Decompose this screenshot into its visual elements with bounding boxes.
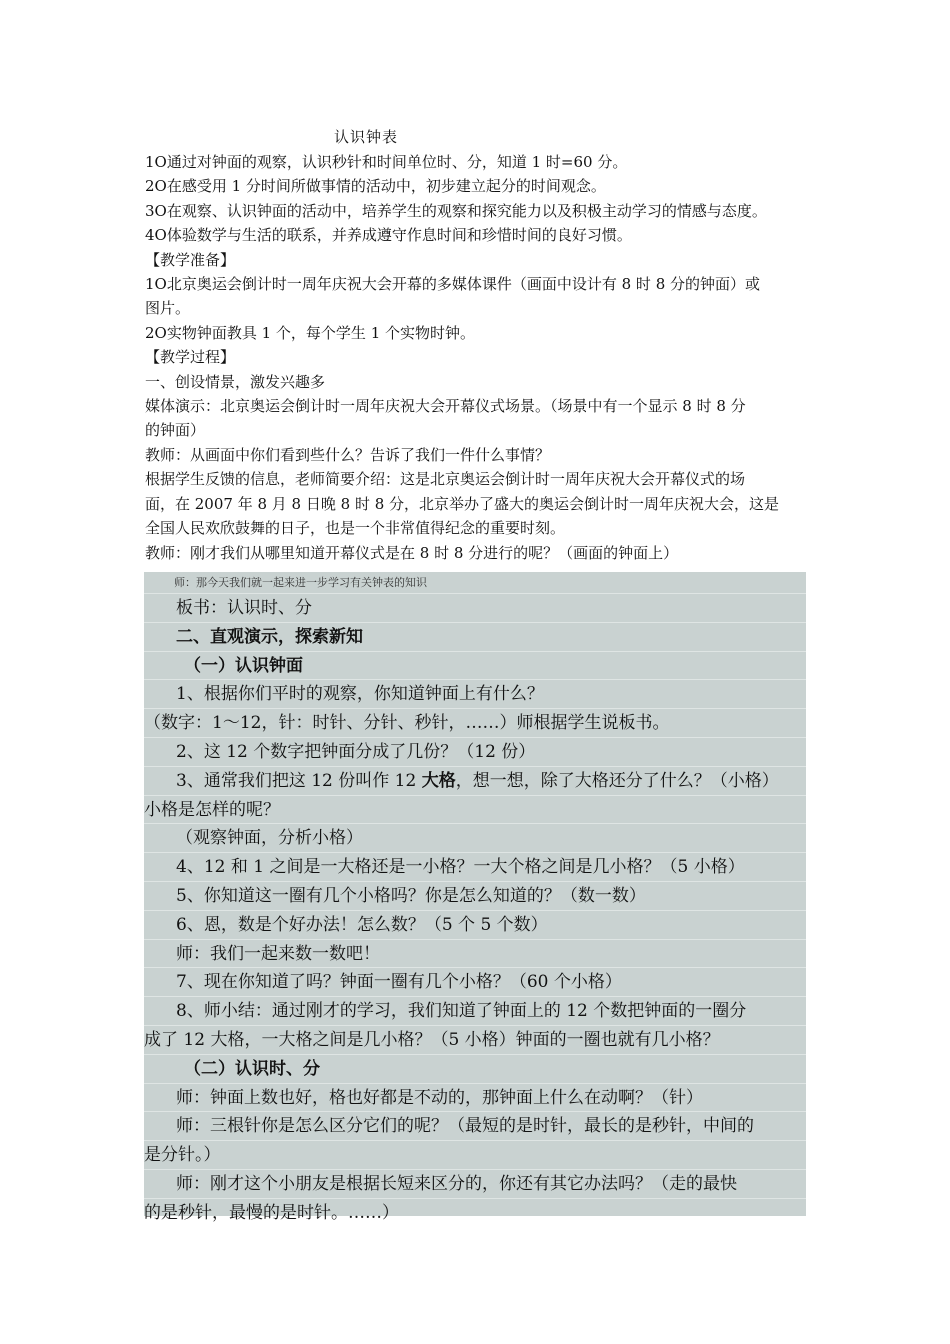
objective-3: 3O在观察、认识钟面的活动中，培养学生的观察和探究能力以及积极主动学习的情感与态度。: [145, 201, 767, 220]
teacher-line-3-cont: 是分针。）: [144, 1141, 806, 1170]
process-line-8: 教师：刚才我们从哪里知道开幕仪式是在 8 时 8 分进行的呢？（画面的钟面上）: [145, 543, 679, 562]
question-3-bold: 大格: [421, 770, 456, 791]
question-2: 2、这 12 个数字把钟面分成了几份？（12 份）: [144, 738, 806, 767]
question-3-note: （观察钟面，分析小格）: [144, 824, 806, 853]
prep-item-2: 2O实物钟面教具 1 个，每个学生 1 个实物时钟。: [145, 323, 476, 342]
process-line-3: 的钟面）: [145, 421, 206, 440]
board-text: 板书：认识时、分: [144, 594, 806, 623]
question-1-answer: （数字：1～12，针：时针、分针、秒针，……）师根据学生说板书。: [144, 709, 806, 738]
question-6: 6、恩，数是个好办法！怎么数？（5 个 5 个数）: [144, 911, 806, 940]
prep-item-1-cont: 图片。: [145, 299, 191, 318]
question-3: [144, 767, 806, 796]
question-4: 4、12 和 1 之间是一大格还是一小格？一大个格之间是几小格？（5 小格）: [144, 853, 806, 882]
question-3-part-b: ，想一想，除了大格还分了什么？（小格）: [455, 770, 779, 791]
teacher-line-3: 师：三根针你是怎么区分它们的呢？（最短的是时针，最长的是秒针，中间的: [144, 1112, 806, 1141]
objective-4: 4O体验数学与生活的联系，并养成遵守作息时间和珍惜时间的良好习惯。: [145, 226, 632, 245]
question-1: 1、根据你们平时的观察，你知道钟面上有什么？: [144, 680, 806, 709]
process-line-1: 一、创设情景，激发兴趣多: [145, 372, 326, 391]
section-heading-2: 二、直观演示，探索新知: [144, 623, 806, 652]
objective-2: 2O在感受用 1 分时间所做事情的活动中，初步建立起分的时间观念。: [145, 177, 606, 196]
objective-1: 1O通过对钟面的观察，认识秒针和时间单位时、分，知道 1 时=60 分。: [145, 153, 628, 171]
small-note: 师：那今天我们就一起来进一步学习有关钟表的知识: [144, 572, 806, 594]
question-3-cont: 小格是怎样的呢？: [144, 796, 806, 825]
question-8-cont: 成了 12 大格，一大格之间是几小格？（5 小格）钟面的一圈也就有几小格？: [144, 1026, 806, 1055]
question-8: 8、师小结：通过刚才的学习，我们知道了钟面上的 12 个数把钟面的一圈分: [144, 997, 806, 1026]
question-5: 5、你知道这一圈有几个小格吗？你是怎么知道的？（数一数）: [144, 882, 806, 911]
prep-heading: 【教学准备】: [145, 250, 236, 269]
intro-section: [145, 150, 825, 565]
sub-heading-1: （一）认识钟面: [144, 652, 806, 681]
question-7: 7、现在你知道了吗？钟面一圈有几个小格？（60 个小格）: [144, 968, 806, 997]
teacher-line-4-cont: 的是秒针，最慢的是时针。……）: [144, 1202, 399, 1223]
highlighted-section: [144, 572, 806, 1223]
prep-item-1: 1O北京奥运会倒计时一周年庆祝大会开幕的多媒体课件（画面中设计有 8 时 8 分的钟面）或: [145, 275, 761, 294]
teacher-line-1: 师：我们一起来数一数吧！: [144, 940, 806, 969]
document-title: 认识钟表: [334, 128, 399, 146]
process-line-6: 面，在 2007 年 8 月 8 日晚 8 时 8 分，北京举办了盛大的奥运会倒计时一周年庆祝大会，这是: [145, 494, 780, 513]
process-line-4: 教师：从画面中你们看到些什么？告诉了我们一件什么事情？: [145, 445, 551, 464]
process-line-5: 根据学生反馈的信息，老师简要介绍：这是北京奥运会倒计时一周年庆祝大会开幕仪式的场: [145, 470, 746, 489]
process-heading: 【教学过程】: [145, 348, 236, 367]
process-line-2: 媒体演示：北京奥运会倒计时一周年庆祝大会开幕仪式场景。（场景中有一个显示 8 时 8 分: [145, 397, 746, 416]
process-line-7: 全国人民欢欣鼓舞的日子，也是一个非常值得纪念的重要时刻。: [145, 519, 566, 538]
teacher-line-2: 师：钟面上数也好，格也好都是不动的，那钟面上什么在动啊？（针）: [144, 1084, 806, 1113]
teacher-line-4: 师：刚才这个小朋友是根据长短来区分的，你还有其它办法吗？（走的最快: [144, 1170, 806, 1199]
sub-heading-2: （二）认识时、分: [144, 1055, 806, 1084]
question-3-part-a: 3、通常我们把这 12 份叫作 12: [176, 770, 422, 791]
